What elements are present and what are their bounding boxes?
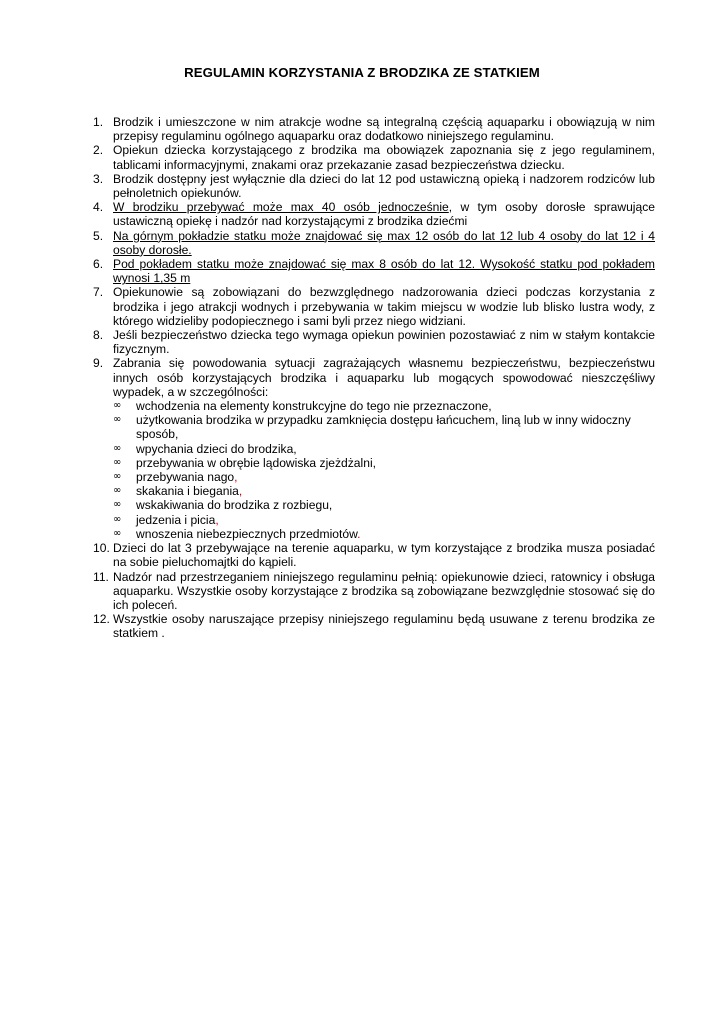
rule-text: Brodzik dostępny jest wyłącznie dla dzieci do lat 12 pod ustawiczną opieką i nadzorem rodziców lub pełnoletnich opiekunów. (113, 171, 655, 201)
rule-text: Opiekun dziecka korzystającego z brodzika ma obowiązek zapoznania się z jego regulaminem, tablicami informacyjnymi, znakami oraz przekazanie zasad bezpieczeństwa dziecku. (113, 143, 655, 172)
rule-6 (93, 257, 655, 285)
rule-4 (93, 200, 655, 228)
rule-text: Dzieci do lat 3 przebywające na terenie aquaparku, w tym korzystające z brodzika musza posiadać na sobie pieluchomajtki do kąpieli. (113, 541, 655, 570)
rule-text: Brodzik i umieszczone w nim atrakcje wodne są integralną częścią aquaparku i obowiązują w nim przepisy regulaminu ogólnego aquaparku oraz dodatkowo niniejszego regulaminu. (113, 115, 655, 144)
prohibition-text: wnoszenia niebezpiecznych przedmiotów (136, 526, 358, 541)
rule-10 (93, 541, 655, 569)
prohibition-item (113, 442, 655, 456)
rule-text: Na górnym pokładzie statku może znajdować się max 12 osób do lat 12 lub 4 osoby do lat 12 i 4 osoby dorosłe. (113, 228, 655, 257)
prohibition-mark: , (234, 470, 238, 485)
rule-number: 12. (93, 612, 110, 627)
rule-text: Opiekunowie są zobowiązani do bezwzględnego nadzorowania dzieci podczas korzystania z brodzika i jego atrakcji wodnych i przebywania w takim miejscu w wodzie lub blisko lustra wody, z którego widzieliby podopiecznego i sami byli przez niego widziani. (113, 285, 655, 328)
prohibition-text: użytkowania brodzika w przypadku zamknięcia dostępu łańcuchem, liną lub w inny widoczny sposób, (136, 413, 631, 442)
rule-3 (93, 172, 655, 200)
rule-number: 3. (93, 171, 104, 186)
rule-number: 4. (93, 200, 104, 215)
rule-number: 9. (93, 356, 104, 371)
rule-number: 10. (93, 541, 110, 556)
rule-number: 6. (93, 257, 104, 272)
prohibition-text: wpychania dzieci do brodzika, (136, 441, 297, 456)
prohibition-item (113, 527, 655, 541)
rule-1 (93, 115, 655, 143)
rule-number: 7. (93, 285, 104, 300)
infinity-bullet-icon: ∞ (113, 456, 122, 468)
infinity-bullet-icon: ∞ (113, 527, 122, 539)
infinity-bullet-icon: ∞ (113, 499, 122, 511)
prohibition-item (113, 470, 655, 484)
rule-text: Zabrania się powodowania sytuacji zagrażających własnemu bezpieczeństwu, bezpieczeństwu innych osób korzystających brodzika i aquaparku lub mogących spowodować nieszczęśliwy wypadek, a w szczególności: (113, 356, 655, 399)
rule-text: Pod pokładem statku może znajdować się max 8 osób do lat 12. Wysokość statku pod pokładem wynosi 1,35 m (113, 257, 655, 286)
prohibition-item (113, 498, 655, 512)
prohibition-item (113, 413, 655, 441)
rule-12 (93, 612, 655, 640)
prohibition-mark: . (357, 526, 361, 541)
rule-11 (93, 570, 655, 613)
infinity-bullet-icon: ∞ (113, 513, 122, 525)
infinity-bullet-icon: ∞ (113, 442, 122, 454)
infinity-bullet-icon: ∞ (113, 485, 122, 497)
rule-text: Wszystkie osoby naruszające przepisy niniejszego regulaminu będą usuwane z terenu brodzika ze statkiem . (113, 612, 655, 641)
rule-2 (93, 143, 655, 171)
rule-number: 2. (93, 143, 104, 158)
rule-5 (93, 229, 655, 257)
rules-list (93, 115, 655, 641)
prohibition-text: wskakiwania do brodzika z rozbiegu, (136, 498, 333, 513)
prohibition-item (113, 456, 655, 470)
infinity-bullet-icon: ∞ (113, 414, 122, 426)
rule-9 (93, 356, 655, 541)
rule-7 (93, 285, 655, 328)
rule-text: , w tym osoby dorosłe sprawujące ustawiczną opiekę i nadzór nad korzystającymi z brodzika dziećmi (113, 200, 655, 229)
prohibition-item (113, 399, 655, 413)
prohibition-mark: , (238, 484, 243, 499)
infinity-bullet-icon: ∞ (113, 471, 122, 483)
prohibition-item (113, 484, 655, 498)
prohibition-text: przebywania nago (136, 470, 235, 485)
rule-number: 5. (93, 228, 104, 243)
rule-text: Nadzór nad przestrzeganiem niniejszego regulaminu pełnią: opiekunowie dzieci, ratownicy i obsługa aquaparku. Wszystkie osoby korzystające z brodzika są zobowiązane bezwzględnie stosować się do ich poleceń. (113, 569, 655, 612)
document-title: REGULAMIN KORZYSTANIA Z BRODZIKA ZE STATKIEM (184, 65, 540, 80)
infinity-bullet-icon: ∞ (113, 400, 122, 412)
prohibition-mark: , (215, 512, 219, 527)
prohibition-item (113, 513, 655, 527)
rule-number: 1. (93, 115, 104, 129)
prohibition-text: skakania i biegania (136, 484, 239, 499)
prohibitions-list (113, 399, 655, 541)
prohibition-text: jedzenia i picia (136, 512, 216, 527)
rule-number: 8. (93, 328, 104, 343)
rule-8 (93, 328, 655, 356)
prohibition-text: wchodzenia na elementy konstrukcyjne do tego nie przeznaczone, (136, 399, 492, 414)
rule-underlined-text: W brodziku przebywać może max 40 osób jednocześnie (113, 200, 449, 215)
prohibition-text: przebywania w obrębie lądowiska zjeżdżalni, (136, 455, 376, 470)
rule-number: 11. (93, 569, 109, 584)
rule-text: Jeśli bezpieczeństwo dziecka tego wymaga opiekun powinien pozostawiać z nim w stałym kontakcie fizycznym. (113, 328, 655, 357)
